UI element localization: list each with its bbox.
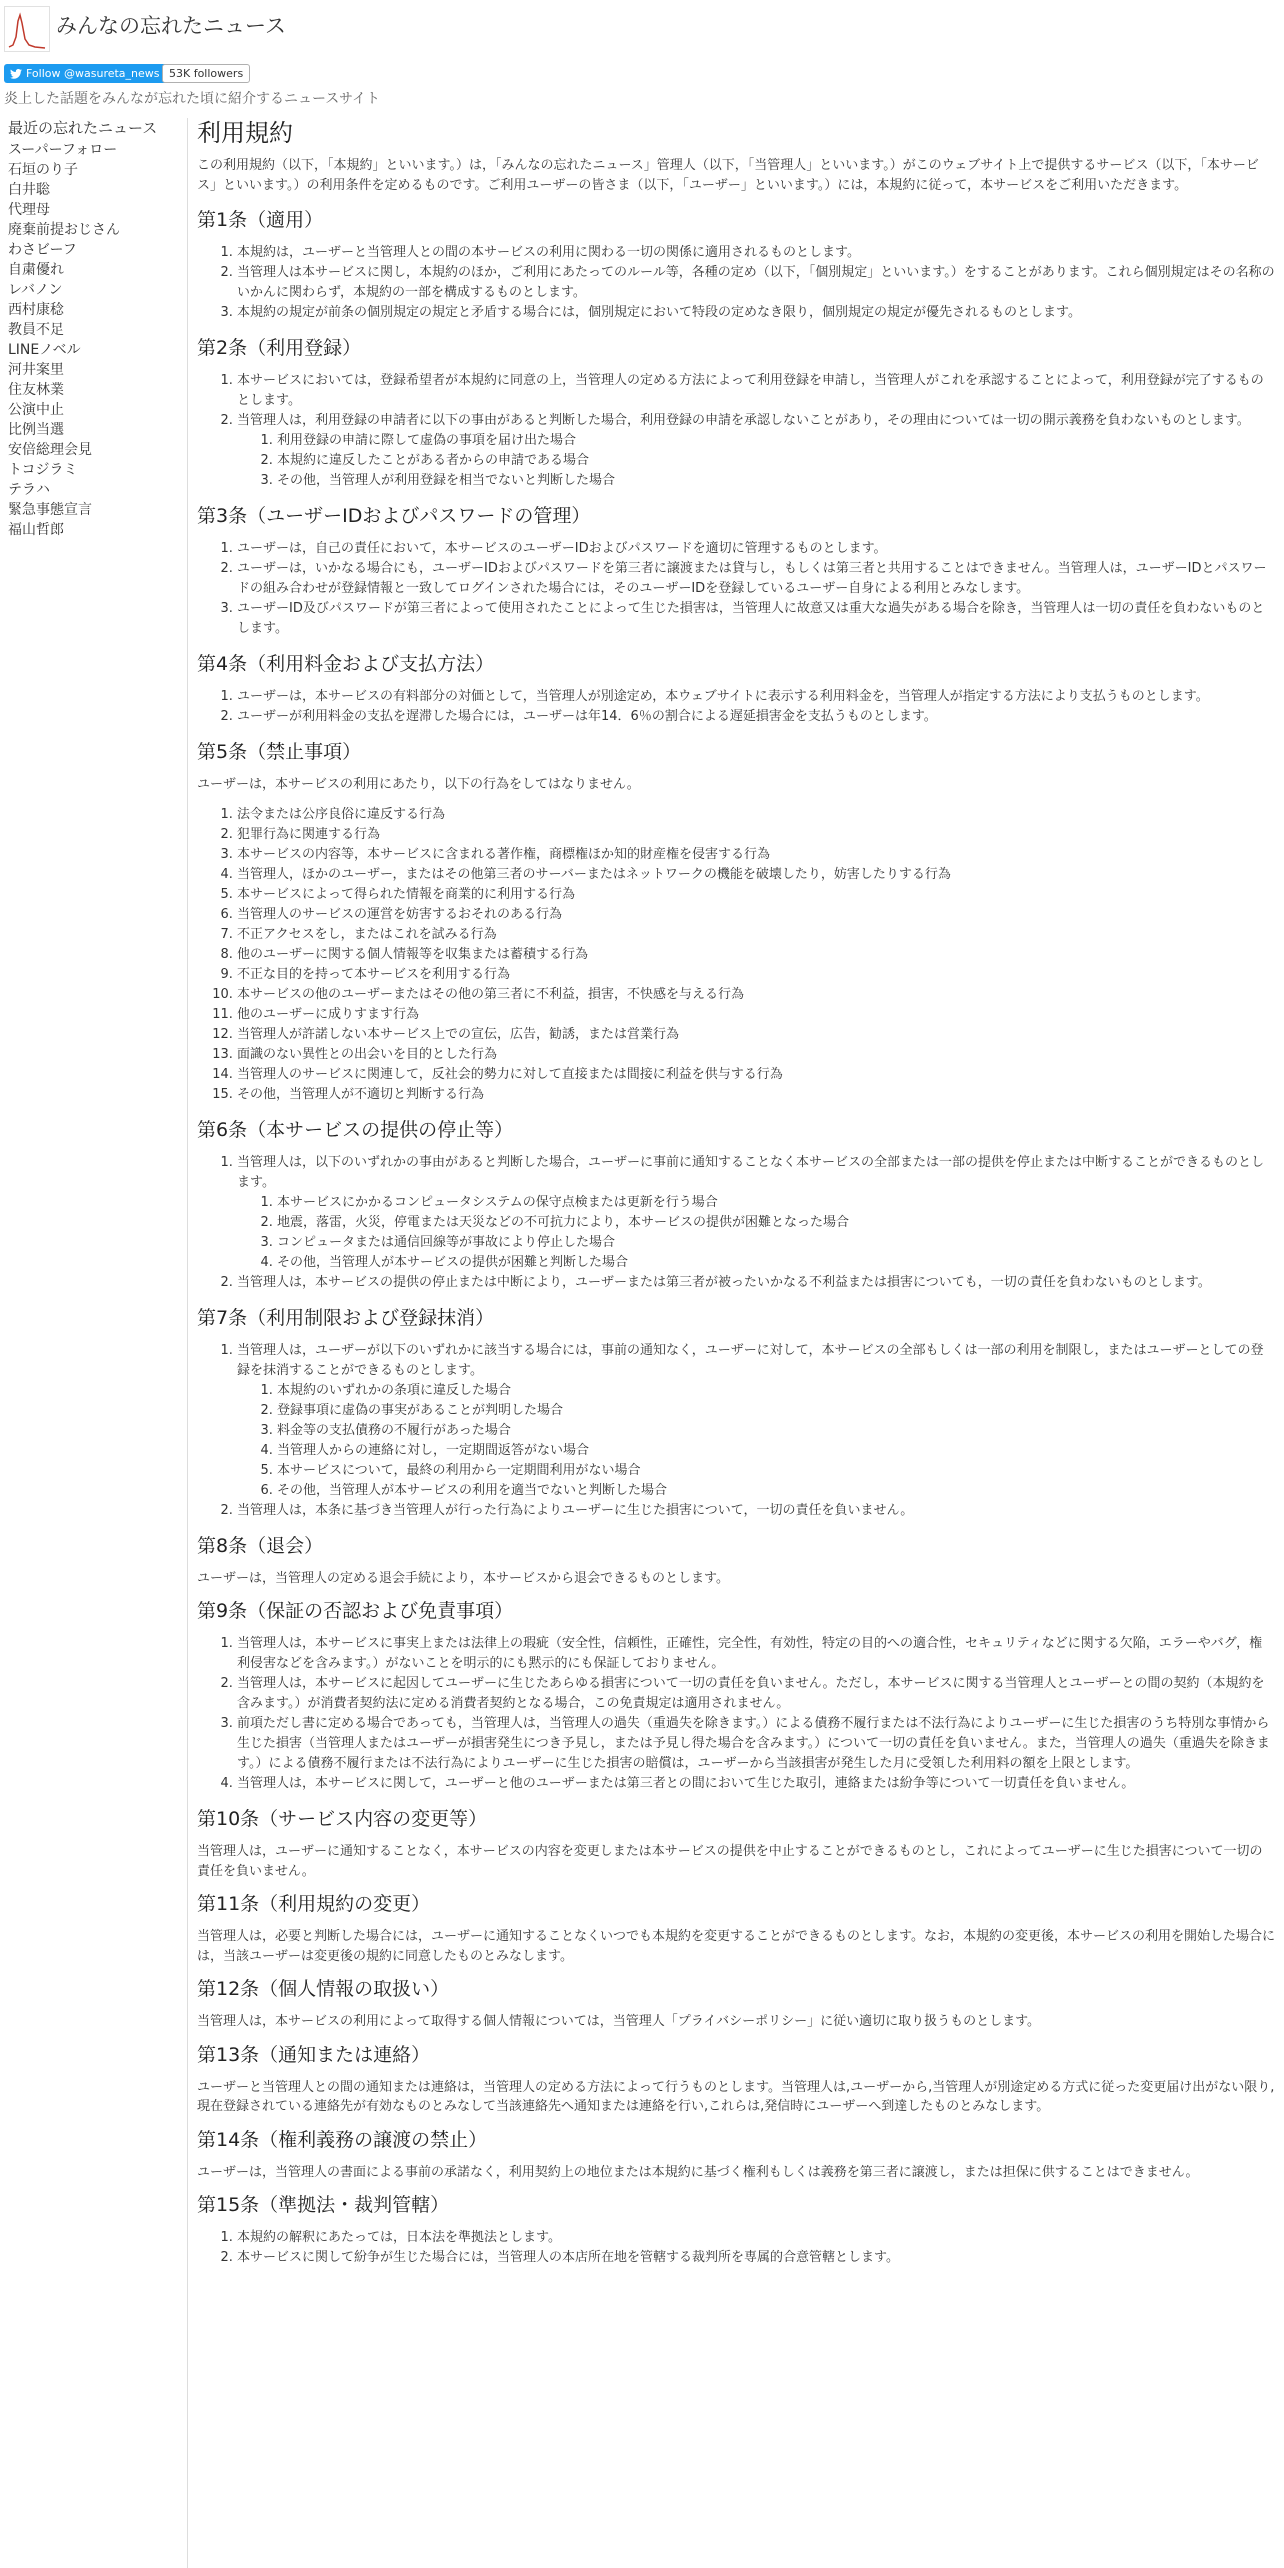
article-heading: 第4条（利用料金および支払方法）: [197, 653, 495, 675]
sidebar-item[interactable]: LINEノベル: [8, 342, 81, 358]
list-item: 2. 当管理人は，本条に基づき当管理人が行った行為によりユーザーに生じた損害について，一切の責任を負いません。: [237, 1501, 1275, 1521]
sub-list: [237, 431, 1275, 491]
sidebar-item[interactable]: トコジラミ: [8, 462, 78, 478]
list-item-text: 当管理人は，利用登録の申請者に以下の事由があると判断した場合，利用登録の申請を承認しないことがあり，その理由については一切の開示義務を負わないものとします。: [237, 413, 1250, 428]
list-item-text: 本サービスにおいては，登録希望者が本規約に同意の上，当管理人の定める方法によって利用登録を申請し，当管理人がこれを承認することによって，利用登録が完了するものとします。: [237, 373, 1264, 408]
twitter-bird-icon: [10, 69, 22, 79]
sidebar-item[interactable]: 代理母: [8, 202, 50, 218]
article-text: ユーザーと当管理人との間の通知または連絡は，当管理人の定める方法によって行うものとします。当管理人は,ユーザーから,当管理人が別途定める方式に従った変更届け出がない限り,現在登録されている連絡先が有効なものとみなして当該連絡先へ通知または連絡を行い,これらは,発信時にユーザーへ到達したものとみなします。: [197, 2079, 1275, 2114]
list-item: 4. 当管理人は，本サービスに関して，ユーザーと他のユーザーまたは第三者との間において生じた取引，連絡または紛争等について一切責任を負いません。: [237, 1774, 1275, 1794]
sub-list-item: 1. 本規約のいずれかの条項に違反した場合: [277, 1381, 1275, 1401]
list-item: 1. 本規約の解釈にあたっては，日本法を準拠法とします。: [237, 2228, 1275, 2248]
sidebar-item[interactable]: 石垣のり子: [8, 162, 78, 178]
list-item: 1. ユーザーは，本サービスの有料部分の対価として，当管理人が別途定め，本ウェブサイトに表示する利用料金を，当管理人が指定する方法により支払うものとします。: [237, 687, 1275, 707]
article-list: [197, 1341, 1275, 1521]
sub-list-item: 4. 当管理人からの連絡に対し，一定期間返答がない場合: [277, 1441, 1275, 1461]
list-item: [237, 1153, 1275, 1273]
article-heading: 第6条（本サービスの提供の停止等）: [197, 1118, 514, 1141]
sub-list-item: 2. 地震，落雷，火災，停電または天災などの不可抗力により，本サービスの提供が困難となった場合: [277, 1213, 1275, 1233]
list-item: 9. 不正な目的を持って本サービスを利用する行為: [237, 965, 1275, 985]
list-item: 2. ユーザーは，いかなる場合にも，ユーザーIDおよびパスワードを第三者に譲渡または貸与し，もしくは第三者と共用することはできません。当管理人は，ユーザーIDとパスワードの組み合わせが登録情報と一致してログインされた場合には，そのユーザーIDを登録しているユーザー自身による利用とみなします。: [237, 559, 1275, 599]
list-item: [237, 371, 1275, 411]
sub-list-item: 3. その他，当管理人が利用登録を相当でないと判断した場合: [277, 471, 1275, 491]
sub-list-item: 1. 利用登録の申請に際して虚偽の事項を届け出た場合: [277, 431, 1275, 451]
list-item: 3. 前項ただし書に定める場合であっても，当管理人は，当管理人の過失（重過失を除きます。）による債務不履行または不法行為によりユーザーに生じた損害のうち特別な事情から生じた損害（当管理人またはユーザーが損害発生につき予見し，または予見し得た場合を含みます。）について一切の責任を負いません。また，当管理人の過失（重過失を除きます。）による債務不履行または不法行為によりユーザーに生じた損害の賠償は，ユーザーから当該損害が発生した月に受領した利用料の額を上限とします。: [237, 1714, 1275, 1774]
sidebar-item[interactable]: 廃棄前提おじさん: [8, 222, 120, 238]
article-heading: 第8条（退会）: [197, 1534, 324, 1557]
sidebar-heading: 最近の忘れたニュース: [8, 119, 158, 137]
list-item: 6. 当管理人のサービスの運営を妨害するおそれのある行為: [237, 905, 1275, 925]
list-item: 7. 不正アクセスをし，またはこれを試みる行為: [237, 925, 1275, 945]
sidebar-item[interactable]: 福山哲郎: [8, 522, 64, 538]
article-heading: 第7条（利用制限および登録抹消）: [197, 1306, 495, 1329]
sidebar-item[interactable]: テラハ: [8, 482, 50, 498]
sub-list-item: 3. 料金等の支払債務の不履行があった場合: [277, 1421, 1275, 1441]
site-header: [0, 0, 1284, 120]
sub-list-item: 1. 本サービスにかかるコンピュータシステムの保守点検または更新を行う場合: [277, 1193, 1275, 1213]
sidebar-news-list: [8, 140, 184, 540]
sub-list-item: 5. 本サービスについて，最終の利用から一定期間利用がない場合: [277, 1461, 1275, 1481]
sidebar-item[interactable]: 緊急事態宣言: [8, 502, 92, 518]
list-item: 5. 本サービスによって得られた情報を商業的に利用する行為: [237, 885, 1275, 905]
list-item: 2. 本サービスに関して紛争が生じた場合には，当管理人の本店所在地を管轄する裁判所を専属的合意管轄とします。: [237, 2248, 1275, 2268]
terms-intro: この利用規約（以下，「本規約」といいます。）は，「みんなの忘れたニュース」管理人（以下，「当管理人」といいます。）がこのウェブサイト上で提供するサービス（以下，「本サービス」といいます。）の利用条件を定めるものです。ご利用ユーザーの皆さま（以下，「ユーザー」といいます。）には，本規約に従って，本サービスをご利用いただきます。: [197, 158, 1259, 193]
article-text: ユーザーは，本サービスの利用にあたり，以下の行為をしてはなりません。: [197, 777, 640, 792]
sub-list-item: 2. 本規約に違反したことがある者からの申請である場合: [277, 451, 1275, 471]
follow-label: Follow @wasureta_news: [26, 67, 160, 80]
sub-list-item: 4. その他，当管理人が本サービスの提供が困難と判断した場合: [277, 1253, 1275, 1273]
article-text: ユーザーは，当管理人の書面による事前の承諾なく，利用契約上の地位または本規約に基づく権利もしくは義務を第三者に譲渡し，または担保に供することはできません。: [197, 2164, 1199, 2180]
article-text: 当管理人は，本サービスの利用によって取得する個人情報については，当管理人「プライバシーポリシー」に従い適切に取り扱うものとします。: [197, 2014, 1041, 2029]
article-heading: 第10条（サービス内容の変更等）: [197, 1808, 488, 1830]
list-item: 3. 本規約の規定が前条の個別規定の規定と矛盾する場合には，個別規定において特段の定めなき限り，個別規定の規定が優先されるものとします。: [237, 303, 1275, 323]
sidebar-item[interactable]: わさビーフ: [8, 242, 77, 258]
article-text: ユーザーは，当管理人の定める退会手続により，本サービスから退会できるものとします。: [197, 1570, 729, 1586]
list-item: 2. 当管理人は，本サービスに起因してユーザーに生じたあらゆる損害について一切の責任を負いません。ただし，本サービスに関する当管理人とユーザーとの間の契約（本規約を含みます。）が消費者契約法に定める消費者契約となる場合，この免責規定は適用されません。: [237, 1674, 1275, 1714]
list-item: 3. ユーザーID及びパスワードが第三者によって使用されたことによって生じた損害は，当管理人に故意又は重大な過失がある場合を除き，当管理人は一切の責任を負わないものとします。: [237, 599, 1275, 639]
article-list: [197, 2228, 1275, 2268]
sidebar-item[interactable]: 西村康稔: [8, 302, 64, 318]
list-item: 2. 犯罪行為に関連する行為: [237, 825, 1275, 845]
list-item: [237, 1341, 1275, 1501]
article-heading: 第15条（準拠法・裁判管轄）: [197, 2194, 450, 2216]
sub-list-item: 6. その他，当管理人が本サービスの利用を適当でないと判断した場合: [277, 1481, 1275, 1501]
list-item: 14. 当管理人のサービスに関連して，反社会的勢力に対して直接または間接に利益を供与する行為: [237, 1065, 1275, 1085]
sidebar-item[interactable]: 公演中止: [8, 402, 64, 418]
sub-list: [237, 1193, 1275, 1273]
article-heading: 第13条（通知または連絡）: [197, 2043, 431, 2066]
sidebar-item[interactable]: 安倍総理会見: [8, 442, 92, 458]
article-list: [197, 805, 1275, 1105]
site-title[interactable]: みんなの忘れたニュース: [56, 14, 286, 38]
line-chart-logo-icon: [5, 7, 49, 51]
site-tagline: 炎上した話題をみんなが忘れた頃に紹介するニュースサイト: [4, 91, 381, 107]
list-item-text: 当管理人は，以下のいずれかの事由があると判断した場合，ユーザーに事前に通知することなく本サービスの全部または一部の提供を停止または中断することができるものとします。: [237, 1154, 1265, 1190]
sub-list-item: 3. コンピュータまたは通信回線等が事故により停止した場合: [277, 1233, 1275, 1253]
article-text: 当管理人は，ユーザーに通知することなく，本サービスの内容を変更しまたは本サービスの提供を中止することができるものとし，これによってユーザーに生じた損害について一切の責任を負いません。: [197, 1844, 1263, 1879]
sidebar-item[interactable]: スーパーフォロー: [8, 142, 118, 158]
page-title: 利用規約: [197, 119, 293, 147]
article-list: [197, 243, 1275, 323]
article-heading: 第12条（個人情報の取扱い）: [197, 1978, 450, 2000]
article-text: 当管理人は，必要と判断した場合には，ユーザーに通知することなくいつでも本規約を変更することができるものとします。なお，本規約の変更後，本サービスの利用を開始した場合には，当該ユーザーは変更後の規約に同意したものとみなします。: [197, 1929, 1275, 1964]
list-item: 13. 面識のない異性との出会いを目的とした行為: [237, 1045, 1275, 1065]
list-item: 1. 法令または公序良俗に違反する行為: [237, 805, 1275, 825]
article-heading: 第14条（権利義務の譲渡の禁止）: [197, 2128, 488, 2151]
sidebar-item[interactable]: 白井聡: [8, 182, 50, 198]
list-item: 1. 当管理人は，本サービスに事実上または法律上の瑕疵（安全性，信頼性，正確性，完全性，有効性，特定の目的への適合性，セキュリティなどに関する欠陥，エラーやバグ，権利侵害などを含みます。）がないことを明示的にも黙示的にも保証しておりません。: [237, 1634, 1275, 1674]
sidebar-item[interactable]: 比例当選: [8, 422, 64, 438]
list-item: 2. 当管理人は，本サービスの提供の停止または中断により，ユーザーまたは第三者が被ったいかなる不利益または損害についても，一切の責任を負わないものとします。: [237, 1273, 1275, 1293]
article-list: [197, 687, 1275, 727]
list-item: [237, 411, 1275, 491]
article-heading: 第11条（利用規約の変更）: [197, 1893, 431, 1915]
article-list: [197, 371, 1275, 491]
list-item: 2. 当管理人は本サービスに関し，本規約のほか，ご利用にあたってのルール等，各種の定め（以下，「個別規定」といいます。）をすることがあります。これら個別規定はその名称のいかんに関わらず，本規約の一部を構成するものとします。: [237, 263, 1275, 303]
list-item: 4. 当管理人，ほかのユーザー，またはその他第三者のサーバーまたはネットワークの機能を破壊したり，妨害したりする行為: [237, 865, 1275, 885]
article-list: [197, 1153, 1275, 1293]
site-logo[interactable]: [4, 6, 50, 52]
follower-count-badge[interactable]: 53K followers: [162, 64, 250, 83]
sidebar-item[interactable]: レバノン: [8, 282, 63, 298]
article-heading: 第1条（適用）: [197, 209, 324, 231]
sidebar-item[interactable]: 自粛優れ: [8, 262, 64, 278]
list-item: 2. ユーザーが利用料金の支払を遅滞した場合には，ユーザーは年14．6％の割合による遅延損害金を支払うものとします。: [237, 707, 1275, 727]
article-list: [197, 539, 1275, 639]
sidebar-item[interactable]: 住友林業: [8, 382, 64, 398]
sidebar-item[interactable]: 教員不足: [8, 322, 64, 338]
sidebar-item[interactable]: 河井案里: [8, 362, 64, 378]
list-item: 1. 本規約は，ユーザーと当管理人との間の本サービスの利用に関わる一切の関係に適用されるものとします。: [237, 243, 1275, 263]
list-item: 3. 本サービスの内容等，本サービスに含まれる著作権，商標権ほか知的財産権を侵害する行為: [237, 845, 1275, 865]
list-item-text: 当管理人は，ユーザーが以下のいずれかに該当する場合には，事前の通知なく，ユーザーに対して，本サービスの全部もしくは一部の利用を制限し，またはユーザーとしての登録を抹消することができるものとします。: [237, 1342, 1264, 1378]
list-item: 8. 他のユーザーに関する個人情報等を収集または蓄積する行為: [237, 945, 1275, 965]
article-heading: 第3条（ユーザーIDおよびパスワードの管理）: [197, 505, 591, 527]
sub-list-item: 2. 登録事項に虚偽の事実があることが判明した場合: [277, 1401, 1275, 1421]
list-item: 12. 当管理人が許諾しない本サービス上での宣伝，広告，勧誘，または営業行為: [237, 1025, 1275, 1045]
list-item: 1. ユーザーは，自己の責任において，本サービスのユーザーIDおよびパスワードを適切に管理するものとします。: [237, 539, 1275, 559]
article-heading: 第9条（保証の否認および免責事項）: [197, 1600, 514, 1622]
twitter-follow-button[interactable]: [4, 64, 168, 83]
list-item: 10. 本サービスの他のユーザーまたはその他の第三者に不利益，損害，不快感を与える行為: [237, 985, 1275, 1005]
list-item: 15. その他，当管理人が不適切と判断する行為: [237, 1085, 1275, 1105]
article-list: [197, 1634, 1275, 1794]
article-heading: 第5条（禁止事項）: [197, 741, 362, 763]
terms-content: [187, 118, 1275, 2568]
sidebar: [8, 118, 184, 540]
article-heading: 第2条（利用登録）: [197, 337, 362, 359]
list-item: 11. 他のユーザーに成りすます行為: [237, 1005, 1275, 1025]
sub-list: [237, 1381, 1275, 1501]
